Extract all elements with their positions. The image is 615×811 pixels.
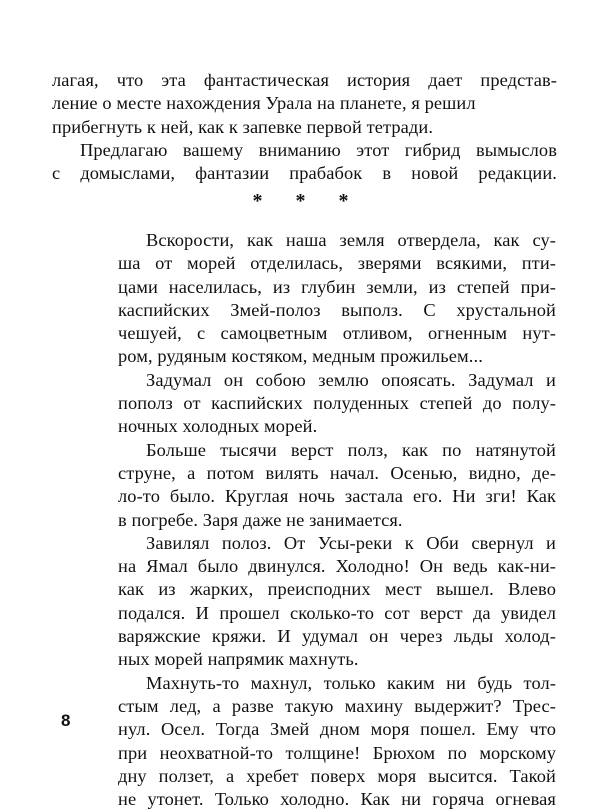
text-line: струне, а потом вилять начал. Осенью, видно, де- xyxy=(118,462,556,483)
text-line: цами населилась, из глубин земли, из степей при- xyxy=(118,276,556,297)
text-line: подался. И прошел сколько-то сот верст да увидел xyxy=(118,602,556,623)
text-line: Завилял полоз. От Усы-реки к Оби свернул и xyxy=(146,532,556,553)
text-line: чешуей, с самоцветным отливом, огненным нут- xyxy=(118,323,556,344)
text-line: Задумал он собою землю опоясать. Задумал и xyxy=(146,369,556,390)
text-line: прибегнуть к ней, как к запевке первой тетради. xyxy=(52,116,434,137)
section-separator: * * * xyxy=(252,190,363,212)
intro-text xyxy=(52,69,557,185)
page-number: 8 xyxy=(61,711,71,730)
text-line: лагая, что эта фантастическая история дает представ- xyxy=(52,70,557,90)
text-line: ление о месте нахождения Урала на планете, я решил xyxy=(52,93,476,114)
text-line: дну ползет, а хребет поверх моря высится. Такой xyxy=(118,765,556,786)
text-line: ша от морей отделилась, зверями всякими, пти- xyxy=(118,253,556,274)
text-line: варяжские кряжи. И удумал он через льды холод- xyxy=(118,626,556,647)
text-line: ло-то было. Круглая ночь застала его. Ни зги! Как xyxy=(118,486,556,507)
text-line: Больше тысячи верст полз, как по натянутой xyxy=(146,439,556,460)
text-line: на Ямал было двинулся. Холодно! Он ведь как-ни- xyxy=(118,556,556,577)
text-line: как из жарких, преисподних мест вышел. Влево xyxy=(118,579,556,600)
text-line: с домыслами, фантазии прабабок в новой редакции. xyxy=(52,163,557,184)
text-line: Предлагаю вашему вниманию этот гибрид вымыслов xyxy=(80,139,557,160)
text-line: Вскорости, как наша земля отвердела, как су- xyxy=(146,230,556,250)
text-line: нул. Осел. Тогда Змей дном моря пошел. Ему что xyxy=(118,719,556,740)
text-line: не утонет. Только холодно. Как ни горяча огневая xyxy=(118,789,556,810)
text-line: стым лед, а разве такую махину выдержит? Трес- xyxy=(118,695,556,716)
text-line: при неохватной-то толщине! Брюхом по морскому xyxy=(118,742,556,763)
story-text xyxy=(118,229,556,811)
text-line: Махнуть-то махнул, только каким ни будь тол- xyxy=(146,672,556,693)
text-line: ночных холодных морей. xyxy=(118,416,318,437)
text-line: ром, рудяным костяком, медным прожильем... xyxy=(118,346,483,367)
text-line: пополз от каспийских полуденных степей до полу- xyxy=(118,393,556,414)
text-line: в погребе. Заря даже не занимается. xyxy=(118,509,403,530)
text-line: каспийских Змей-полоз выполз. С хрустальной xyxy=(118,299,556,320)
text-line: ных морей напрямик махнуть. xyxy=(118,649,359,670)
